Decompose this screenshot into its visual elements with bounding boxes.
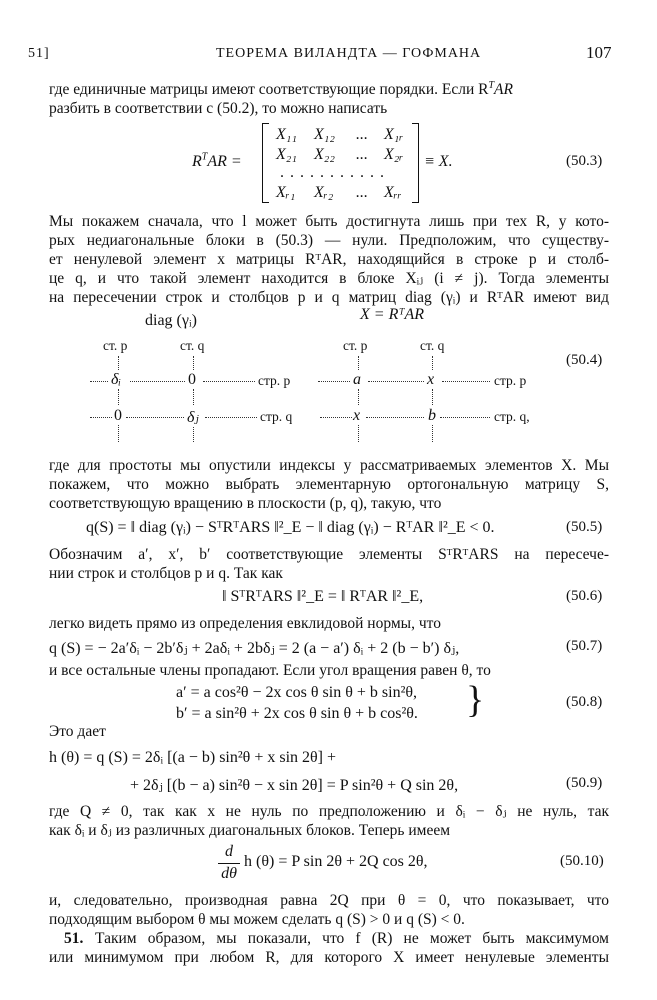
eq-50-10: h (θ) = P sin 2θ + 2Q cos 2θ,	[244, 853, 428, 870]
dotline	[130, 381, 185, 382]
para5-line1: легко видеть прямо из определения евклидовой нормы, что	[49, 615, 441, 632]
eq-50-8-brace: }	[466, 679, 485, 721]
dotline	[432, 424, 433, 442]
eq-50-9-number: (50.9)	[566, 775, 603, 791]
dotline	[440, 417, 490, 418]
para9-line2: подходящим выбором θ мы можем сделать q (S) > 0 и q (S) < 0.	[49, 911, 465, 928]
dotline	[366, 417, 424, 418]
matrix-left-bracket	[262, 123, 269, 203]
dotline	[193, 389, 194, 405]
para2-line3: ет ненулевой элемент x матрицы RᵀAR, находящийся в строке p и столб-	[49, 251, 609, 268]
dotline	[432, 389, 433, 405]
para2-line1: Мы покажем сначала, что l может быть достигнута лишь при тех R, у кото-	[49, 213, 609, 230]
eq-50-6-number: (50.6)	[566, 588, 603, 604]
eq-50-6: ‖ SᵀRᵀARS ‖²_E = ‖ RᵀAR ‖²_E,	[222, 588, 424, 605]
diag-row-q-right: стр. q,	[494, 409, 530, 424]
eq-50-10-denominator: dθ	[221, 865, 237, 882]
left-col-p: ст. p	[103, 338, 128, 353]
dotline	[126, 417, 184, 418]
para1-line2: разбить в соответствии с (50.2), то можно написать	[49, 100, 388, 117]
diag-a: a	[353, 371, 361, 388]
diag-delta-i: δᵢ	[111, 371, 121, 388]
dotline	[118, 424, 119, 442]
matrix-right-bracket	[412, 123, 419, 203]
dotline	[442, 381, 490, 382]
para2-line5: на пересечении строк и столбцов p и q матриц diag (γᵢ) и RᵀAR имеют вид	[49, 289, 609, 306]
matrix-row-dots: . . . . . . . . . . .	[280, 164, 385, 181]
dotline	[318, 381, 350, 382]
fraction-bar	[218, 863, 240, 864]
dotline	[432, 356, 433, 370]
eq-50-3-lhs: $R^TAR$ =	[192, 151, 242, 170]
para3-line2: покажем, что можно выбрать элементарную ортогональную матрицу S,	[49, 476, 609, 493]
eq-50-8-line2: b′ = a sin²θ + 2x cos θ sin θ + b cos²θ.	[176, 705, 418, 722]
diag-title-right: X = RᵀAR	[360, 306, 425, 323]
dotline	[368, 381, 424, 382]
eq-50-4-number: (50.4)	[566, 352, 603, 368]
para3-line3: соответствующую вращению в плоскости (p, q), такую, что	[49, 495, 442, 512]
eq-50-7-number: (50.7)	[566, 638, 603, 654]
eq-50-8-number: (50.8)	[566, 694, 603, 710]
eq-50-9-line1: h (θ) = q (S) = 2δᵢ [(a − b) sin²θ + x sin 2θ] +	[49, 749, 337, 766]
diag-row-p-right: стр. p	[494, 373, 527, 388]
eq-50-5-number: (50.5)	[566, 519, 603, 535]
dotline	[90, 381, 108, 382]
section-51-label: 51.	[64, 930, 84, 947]
eq-50-3-rhs: ≡ X.	[424, 153, 453, 170]
diag-title-left: diag (γᵢ)	[145, 312, 197, 329]
diag-row-p-label: стр. p	[258, 373, 291, 388]
para8-line2: как δᵢ и δⱼ из различных диагональных блоков. Теперь имеем	[49, 822, 451, 839]
right-col-p: ст. p	[343, 338, 368, 353]
para2-line2: рых недиагональные блоки в (50.3) — нули. Предположим, что существу-	[49, 232, 609, 249]
eq-50-3-number: (50.3)	[566, 153, 603, 169]
eq-50-10-number: (50.10)	[560, 853, 604, 869]
page-number: 107	[586, 43, 612, 62]
diag-b: b	[428, 407, 436, 424]
para10-line2: или минимумом при любом R, для которого X имеет ненулевые элементы	[49, 949, 609, 966]
dotline	[358, 424, 359, 442]
diag-x-2: x	[353, 407, 361, 424]
para3-line1: где для простоты мы опустили индексы у рассматриваемых элементов X. Мы	[49, 457, 609, 474]
diag-x-1: x	[427, 371, 435, 388]
dotline	[118, 389, 119, 405]
eq-50-8-line1: a′ = a cos²θ − 2x cos θ sin θ + b sin²θ,	[176, 684, 418, 701]
para4-line2: нии строк и столбцов p и q. Так как	[49, 565, 283, 582]
diag-zero-2: 0	[114, 407, 122, 424]
diag-zero-1: 0	[188, 371, 196, 388]
section-marker: 51]	[28, 46, 50, 61]
dotline	[203, 381, 255, 382]
dotline	[90, 417, 112, 418]
eq-50-10-numerator: d	[225, 843, 233, 860]
eq-50-5: q(S) = ‖ diag (γᵢ) − SᵀRᵀARS ‖²_E − ‖ diag (γᵢ) − RᵀAR ‖²_E < 0.	[86, 519, 495, 536]
para8-line1: где Q ≠ 0, так как x не нуль по предположению и δᵢ − δⱼ не нуль, так	[49, 803, 609, 820]
right-col-q: ст. q	[420, 338, 445, 353]
dotline	[205, 417, 257, 418]
eq-50-7: q (S) = − 2a′δᵢ − 2b′δⱼ + 2aδᵢ + 2bδⱼ = 2 (a − a′) δᵢ + 2 (b − b′) δⱼ,	[49, 640, 460, 657]
para1-line1: где единичные матрицы имеют соответствующие порядки. Если $R^TAR$	[49, 79, 513, 98]
eq-50-9-line2: + 2δⱼ [(b − a) sin²θ − x sin 2θ] = P sin²θ + Q sin 2θ,	[130, 777, 459, 794]
dotline	[118, 356, 119, 370]
para9-line1: и, следовательно, производная равна 2Q при θ = 0, что показывает, что	[49, 892, 609, 909]
para6-line1: и все остальные члены пропадают. Если угол вращения равен θ, то	[49, 662, 491, 679]
para2-line4: це q, и что такой элемент находится в блоке Xᵢⱼ (i ≠ j). Тогда элементы	[49, 270, 609, 287]
dotline	[358, 356, 359, 370]
dotline	[193, 356, 194, 370]
para4-line1: Обозначим a′, x′, b′ соответствующие элементы SᵀRᵀARS на пересече-	[49, 546, 609, 563]
dotline	[358, 389, 359, 405]
left-col-q: ст. q	[180, 338, 205, 353]
diag-row-q-label: стр. q	[260, 409, 293, 424]
running-title: ТЕОРЕМА ВИЛАНДТА — ГОФМАНА	[216, 46, 482, 61]
para7-line1: Это дает	[49, 723, 106, 740]
diag-delta-j: δⱼ	[187, 409, 199, 426]
dotline	[320, 417, 352, 418]
